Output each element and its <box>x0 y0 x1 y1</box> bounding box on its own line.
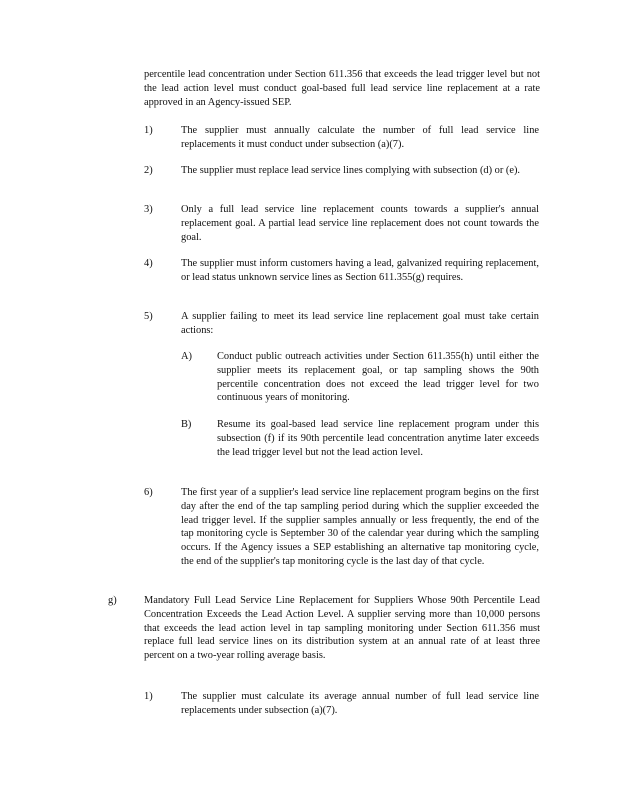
item-number: 6) <box>144 487 153 498</box>
item-text: The supplier must annually calculate the number of full lead service line replacements it must conduct under subsection (a)(7). <box>181 125 539 150</box>
item-text: A supplier failing to meet its lead service line replacement goal must take certain actions: <box>181 311 539 336</box>
item-number: 3) <box>144 204 153 215</box>
sub-item-number: A) <box>181 351 192 362</box>
intro-paragraph: percentile lead concentration under Section 611.356 that exceeds the lead trigger level but not the lead action level must conduct goal-based full lead service line replacement at a rate approved in an Agency-issued SEP. <box>144 69 540 108</box>
sub-item-number: B) <box>181 419 192 430</box>
item-text: The first year of a supplier's lead service line replacement program begins on the first day after the end of the tap sampling period during which the supplier exceeded the lead trigger level. If the supplier samples annually or less frequently, the end of the tap monitoring cycle is September 30 of the calendar year during which the sampling occurs. If the Agency issues a SEP establishing an alternative tap monitoring cycle, the end of the supplier's tap monitoring cycle is the last day of that cycle. <box>181 487 539 567</box>
item-number: 1) <box>144 125 153 136</box>
item-number: 1) <box>144 691 153 702</box>
item-text: The supplier must replace lead service lines complying with subsection (d) or (e). <box>181 165 521 176</box>
item-text: The supplier must calculate its average annual number of full lead service line replacements under subsection (a)(7). <box>181 691 539 716</box>
sub-item-text: Resume its goal-based lead service line replacement program under this subsection (f) if its 90th percentile lead concentration anytime later exceeds the lead trigger level but not the lead action level. <box>217 419 539 458</box>
item-text: Only a full lead service line replacement counts towards a supplier's annual replacement goal. A partial lead service line replacement does not count towards the goal. <box>181 204 539 243</box>
sub-item-text: Conduct public outreach activities under Section 611.355(h) until either the supplier meets its replacement goal, or tap sampling shows the 90th percentile concentration does not exceed the lead trigger level for two continuous years of monitoring. <box>217 351 539 404</box>
item-number: 2) <box>144 165 153 176</box>
section-g-paragraph: Mandatory Full Lead Service Line Replacement for Suppliers Whose 90th Percentile Lead Concentration Exceeds the Lead Action Level. A supplier serving more than 10,000 persons that exceeds the lead action level in tap sampling monitoring under Section 611.356 must replace full lead service lines on its distribution system at an annual rate of at least three percent on a two-year rolling average basis. <box>144 595 540 662</box>
item-number: 4) <box>144 258 153 269</box>
item-text: The supplier must inform customers having a lead, galvanized requiring replacement, or lead status unknown service lines as Section 611.355(g) requires. <box>181 258 539 283</box>
item-number: 5) <box>144 311 153 322</box>
section-number: g) <box>108 595 117 606</box>
